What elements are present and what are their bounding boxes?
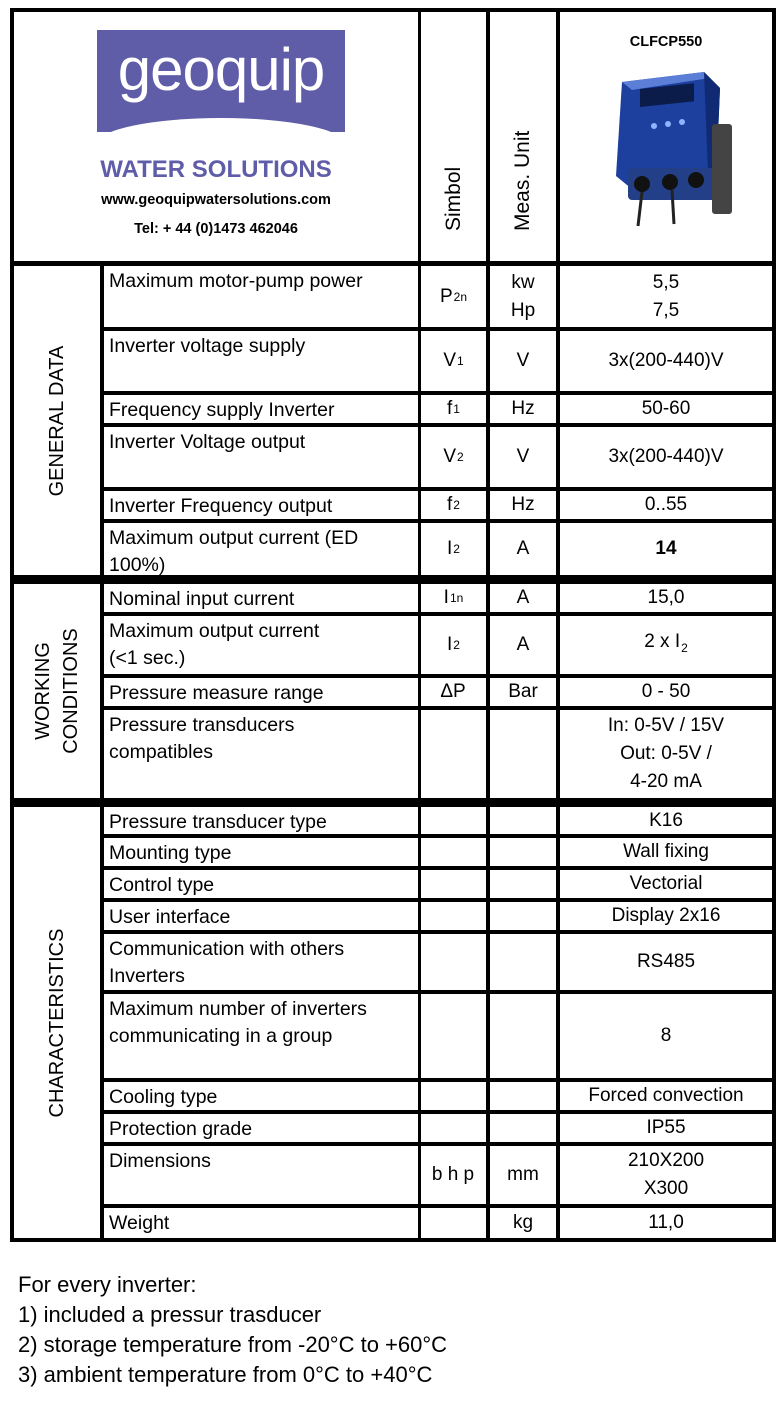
spec-description xyxy=(104,584,418,612)
symbol-column-header xyxy=(421,12,486,261)
symbol-subscript: 1 xyxy=(453,402,460,416)
brand-website: www.geoquipwatersolutions.com xyxy=(101,192,331,208)
spec-symbol xyxy=(421,1114,486,1142)
spec-symbol xyxy=(421,427,486,487)
value-text: 3x(200-440)V xyxy=(608,446,724,467)
value-text: RS485 xyxy=(636,951,696,972)
spec-symbol xyxy=(421,616,486,674)
description-line: 100%) xyxy=(109,554,166,575)
brand-subtitle: WATER SOLUTIONS xyxy=(100,156,332,183)
symbol-text: I xyxy=(447,634,453,655)
value-text: 2 x I xyxy=(644,631,681,652)
spec-unit xyxy=(490,870,556,898)
spec-symbol xyxy=(421,994,486,1078)
unit-text: Bar xyxy=(508,681,538,702)
value-text: IP55 xyxy=(646,1117,686,1138)
geoquip-logo xyxy=(97,30,345,132)
symbol-subscript: 2 xyxy=(453,638,460,652)
value-line: 5,5 xyxy=(652,271,680,293)
description-line: Maximum number of inverters xyxy=(109,998,367,1020)
description-line: Pressure transducers xyxy=(109,714,295,736)
spec-description xyxy=(104,1114,418,1142)
description-line: Nominal input current xyxy=(109,588,295,610)
description-line: Inverters xyxy=(109,965,185,987)
value-text: Vectorial xyxy=(629,873,703,894)
spec-symbol xyxy=(421,584,486,612)
symbol-subscript: 1n xyxy=(449,591,464,605)
spec-description xyxy=(104,934,418,990)
spec-description xyxy=(104,395,418,423)
section-characteristics xyxy=(14,807,100,1238)
symbol-text: V xyxy=(443,446,456,467)
spec-value xyxy=(560,427,772,487)
brand-phone: Tel: + 44 (0)1473 462046 xyxy=(134,221,298,237)
description-line: Frequency supply Inverter xyxy=(109,399,335,421)
unit-header-text: Meas. Unit xyxy=(511,130,534,231)
description-line: Mounting type xyxy=(109,842,232,864)
unit-text: V xyxy=(516,350,530,371)
model-name: CLFCP550 xyxy=(629,34,703,50)
spec-unit xyxy=(490,1082,556,1110)
spec-unit xyxy=(490,427,556,487)
spec-symbol xyxy=(421,1082,486,1110)
section-working xyxy=(14,584,100,798)
spec-unit xyxy=(490,934,556,990)
spec-unit xyxy=(490,994,556,1078)
symbol-text: P xyxy=(439,285,453,307)
description-line: compatibles xyxy=(109,741,214,763)
spec-value xyxy=(560,584,772,612)
spec-symbol xyxy=(421,523,486,575)
spec-symbol xyxy=(421,902,486,930)
description-line: Inverter Frequency output xyxy=(109,495,333,517)
unit-text: Hz xyxy=(511,494,535,515)
section-general-label: GENERAL DATA xyxy=(46,345,68,496)
value-text: 0..55 xyxy=(644,494,688,515)
description-line: Maximum motor-pump power xyxy=(109,270,363,292)
spec-description xyxy=(104,491,418,519)
symbol-subscript: 1 xyxy=(457,354,464,368)
spec-symbol xyxy=(421,395,486,423)
spec-value xyxy=(560,1114,772,1142)
value-line: Out: 0-5V / xyxy=(620,743,712,764)
spec-symbol xyxy=(421,1146,486,1204)
spec-unit xyxy=(490,678,556,706)
spec-symbol xyxy=(421,870,486,898)
description-line: (<1 sec.) xyxy=(109,647,186,669)
spec-symbol xyxy=(421,491,486,519)
unit-text: kg xyxy=(512,1212,534,1233)
symbol-subscript: 2 xyxy=(453,498,460,512)
description-line: Inverter Voltage output xyxy=(109,431,306,453)
description-line: Inverter voltage supply xyxy=(109,335,306,357)
spec-table xyxy=(10,8,776,1242)
spec-description xyxy=(104,870,418,898)
symbol-header-text: Simbol xyxy=(441,166,465,231)
spec-value xyxy=(560,870,772,898)
spec-description xyxy=(104,838,418,866)
spec-value xyxy=(560,934,772,990)
notes xyxy=(18,1270,447,1390)
spec-unit xyxy=(490,491,556,519)
section-working-label xyxy=(29,628,85,754)
spec-unit xyxy=(490,838,556,866)
spec-unit xyxy=(490,1114,556,1142)
symbol-text: I xyxy=(443,587,449,608)
spec-value xyxy=(560,1082,772,1110)
description-line: Weight xyxy=(109,1212,170,1234)
symbol-text: I xyxy=(447,538,453,559)
spec-value xyxy=(560,994,772,1078)
spec-unit xyxy=(490,523,556,575)
symbol-text: f xyxy=(447,494,453,515)
spec-unit xyxy=(490,395,556,423)
value-text: K16 xyxy=(649,809,683,831)
symbol-text: ΔP xyxy=(440,681,466,702)
spec-value xyxy=(560,710,772,798)
spec-unit xyxy=(490,710,556,798)
spec-unit xyxy=(490,1208,556,1238)
symbol-text: b h p xyxy=(431,1164,475,1185)
description-line: Dimensions xyxy=(109,1150,211,1172)
spec-description xyxy=(104,1146,418,1204)
spec-value xyxy=(560,902,772,930)
spec-unit xyxy=(490,1146,556,1204)
spec-value xyxy=(560,491,772,519)
description-line: communicating in a group xyxy=(109,1025,333,1047)
spec-unit xyxy=(490,902,556,930)
value-text: Wall fixing xyxy=(623,841,709,862)
spec-description xyxy=(104,994,418,1078)
unit-text: A xyxy=(516,538,530,559)
spec-description xyxy=(104,616,418,674)
spec-symbol xyxy=(421,934,486,990)
value-line: 4-20 mA xyxy=(630,771,702,792)
notes-intro: For every inverter: xyxy=(18,1272,197,1297)
spec-value xyxy=(560,1146,772,1204)
description-line: Protection grade xyxy=(109,1118,253,1140)
note-3: 3) ambient temperature from 0°C to +40°C xyxy=(18,1362,433,1387)
spec-description xyxy=(104,523,418,575)
symbol-subscript: 2n xyxy=(453,289,468,304)
spec-unit xyxy=(490,584,556,612)
unit-text: Hz xyxy=(511,398,535,419)
symbol-subscript: 2 xyxy=(453,542,460,556)
section-characteristics-label: CHARACTERISTICS xyxy=(46,928,68,1117)
spec-description xyxy=(104,678,418,706)
value-line xyxy=(644,628,688,662)
value-text: 0 - 50 xyxy=(641,681,691,702)
spec-description xyxy=(104,807,418,834)
spec-value xyxy=(560,266,772,327)
note-2: 2) storage temperature from -20°C to +60°C xyxy=(18,1332,448,1357)
unit-text: V xyxy=(516,446,530,467)
spec-description xyxy=(104,710,418,798)
description-line: User interface xyxy=(109,906,231,928)
spec-symbol xyxy=(421,331,486,391)
value-text: Forced convection xyxy=(588,1085,744,1106)
unit-text: mm xyxy=(507,1164,539,1185)
section-working-line-2: CONDITIONS xyxy=(60,628,82,754)
spec-symbol xyxy=(421,678,486,706)
inverter-device-icon xyxy=(592,64,742,234)
description-line: Maximum output current (ED xyxy=(109,527,359,549)
value-line: 210X200 xyxy=(627,1150,705,1171)
section-working-line-1: WORKING xyxy=(32,642,54,740)
spec-description xyxy=(104,902,418,930)
description-line: Maximum output current xyxy=(109,620,320,642)
value-text: 14 xyxy=(655,538,677,559)
spec-symbol xyxy=(421,1208,486,1238)
spec-symbol xyxy=(421,807,486,834)
spec-symbol xyxy=(421,838,486,866)
spec-value xyxy=(560,838,772,866)
spec-value xyxy=(560,395,772,423)
spec-description xyxy=(104,331,418,391)
spec-value xyxy=(560,331,772,391)
description-line: Control type xyxy=(109,874,215,896)
spec-description xyxy=(104,1082,418,1110)
spec-description xyxy=(104,266,418,327)
section-general xyxy=(14,266,100,575)
spec-unit xyxy=(490,266,556,327)
logo-text: geoquip xyxy=(117,36,325,103)
spec-value xyxy=(560,807,772,834)
description-line: Pressure measure range xyxy=(109,682,324,704)
spec-unit xyxy=(490,616,556,674)
description-line: Communication with others xyxy=(109,938,345,960)
description-line: Pressure transducer type xyxy=(109,811,327,833)
symbol-text: f xyxy=(447,398,453,419)
spec-value xyxy=(560,1208,772,1238)
unit-line: kw xyxy=(511,271,535,293)
spec-unit xyxy=(490,331,556,391)
description-line: Cooling type xyxy=(109,1086,218,1108)
value-text: 50-60 xyxy=(641,398,691,419)
spec-description xyxy=(104,1208,418,1238)
unit-text: A xyxy=(516,587,530,608)
spec-value xyxy=(560,523,772,575)
unit-line: Hp xyxy=(510,299,536,321)
spec-symbol xyxy=(421,266,486,327)
value-line: In: 0-5V / 15V xyxy=(607,715,725,736)
note-1: 1) included a pressur trasducer xyxy=(18,1302,322,1327)
value-line: X300 xyxy=(643,1178,689,1199)
unit-column-header xyxy=(490,12,556,261)
value-text: Display 2x16 xyxy=(611,905,721,926)
unit-text: A xyxy=(516,634,530,655)
symbol-subscript: 2 xyxy=(457,450,464,464)
spec-symbol xyxy=(421,710,486,798)
value-text: 3x(200-440)V xyxy=(608,350,724,371)
value-text: 15,0 xyxy=(647,587,685,608)
spec-value xyxy=(560,678,772,706)
value-text: 11,0 xyxy=(648,1212,684,1233)
symbol-subscript: 2 xyxy=(681,641,688,655)
brand-header xyxy=(14,12,418,261)
spec-description xyxy=(104,427,418,487)
value-text: 8 xyxy=(660,1025,672,1046)
value-line: 7,5 xyxy=(652,299,680,321)
spec-value xyxy=(560,616,772,674)
symbol-text: V xyxy=(443,350,456,371)
spec-unit xyxy=(490,807,556,834)
model-header xyxy=(560,12,772,261)
